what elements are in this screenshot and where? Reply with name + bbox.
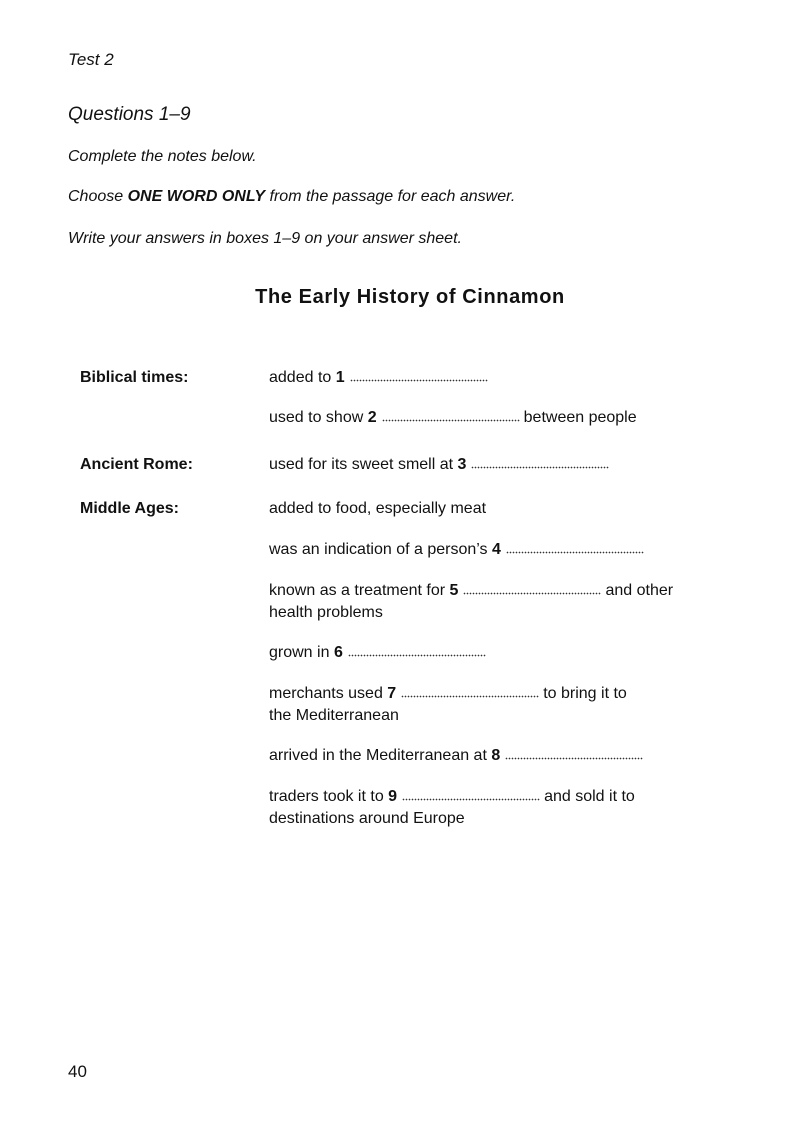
question-number: 4 <box>491 541 501 558</box>
note-text-continued: health problems <box>269 604 383 621</box>
question-number: 3 <box>457 456 467 473</box>
category-biblical-times: Biblical times: <box>80 369 189 386</box>
note-item <box>269 498 709 520</box>
note-text-continued: destinations around Europe <box>269 810 465 827</box>
note-text: traders took it to <box>269 788 384 805</box>
answer-blank[interactable] <box>382 418 520 422</box>
note-item <box>269 407 709 429</box>
answer-blank[interactable] <box>348 653 486 657</box>
note-item <box>269 367 709 389</box>
note-text: added to <box>269 369 332 386</box>
question-number: 7 <box>387 685 397 702</box>
notes-title: The Early History of Cinnamon <box>255 286 565 308</box>
category-middle-ages: Middle Ages: <box>80 500 179 517</box>
instruction-choose-post: from the passage for each answer. <box>265 188 516 205</box>
questions-heading: Questions 1–9 <box>68 104 191 125</box>
note-text-after: to bring it to <box>543 685 627 702</box>
instruction-write-answers: Write your answers in boxes 1–9 on your answer sheet. <box>68 230 462 247</box>
note-item <box>269 745 709 767</box>
answer-blank[interactable] <box>402 797 540 801</box>
note-text-continued: the Mediterranean <box>269 707 399 724</box>
note-text: merchants used <box>269 685 383 702</box>
note-text-after: between people <box>523 409 637 426</box>
instruction-choose-word <box>68 188 515 206</box>
page-number: 40 <box>68 1062 87 1081</box>
question-number: 1 <box>335 369 345 386</box>
instruction-complete-notes: Complete the notes below. <box>68 148 257 165</box>
note-text: grown in <box>269 644 330 661</box>
test-label: Test 2 <box>68 50 114 69</box>
answer-blank[interactable] <box>463 591 601 595</box>
note-item <box>269 786 709 830</box>
note-item <box>269 683 709 727</box>
note-item <box>269 454 709 476</box>
question-number: 2 <box>367 409 377 426</box>
instruction-choose-pre: Choose <box>68 188 128 205</box>
note-text: was an indication of a person’s <box>269 541 488 558</box>
note-text: used to show <box>269 409 364 426</box>
category-ancient-rome: Ancient Rome: <box>80 456 193 473</box>
note-item <box>269 580 709 624</box>
note-text-after: and other <box>605 582 674 599</box>
answer-blank[interactable] <box>350 378 488 382</box>
note-text-after: and sold it to <box>544 788 635 805</box>
note-text: known as a treatment for <box>269 582 446 599</box>
answer-blank[interactable] <box>401 694 539 698</box>
question-number: 5 <box>449 582 459 599</box>
note-item <box>269 539 709 561</box>
note-item <box>269 642 709 664</box>
question-number: 6 <box>333 644 343 661</box>
answer-blank[interactable] <box>506 550 644 554</box>
instruction-one-word-only: ONE WORD ONLY <box>127 188 266 205</box>
question-number: 9 <box>388 788 398 805</box>
note-text: used for its sweet smell at <box>269 456 454 473</box>
note-text: arrived in the Mediterranean at <box>269 747 487 764</box>
note-text: added to food, especially meat <box>269 500 487 517</box>
answer-blank[interactable] <box>505 756 643 760</box>
answer-blank[interactable] <box>471 465 609 469</box>
question-number: 8 <box>491 747 501 764</box>
